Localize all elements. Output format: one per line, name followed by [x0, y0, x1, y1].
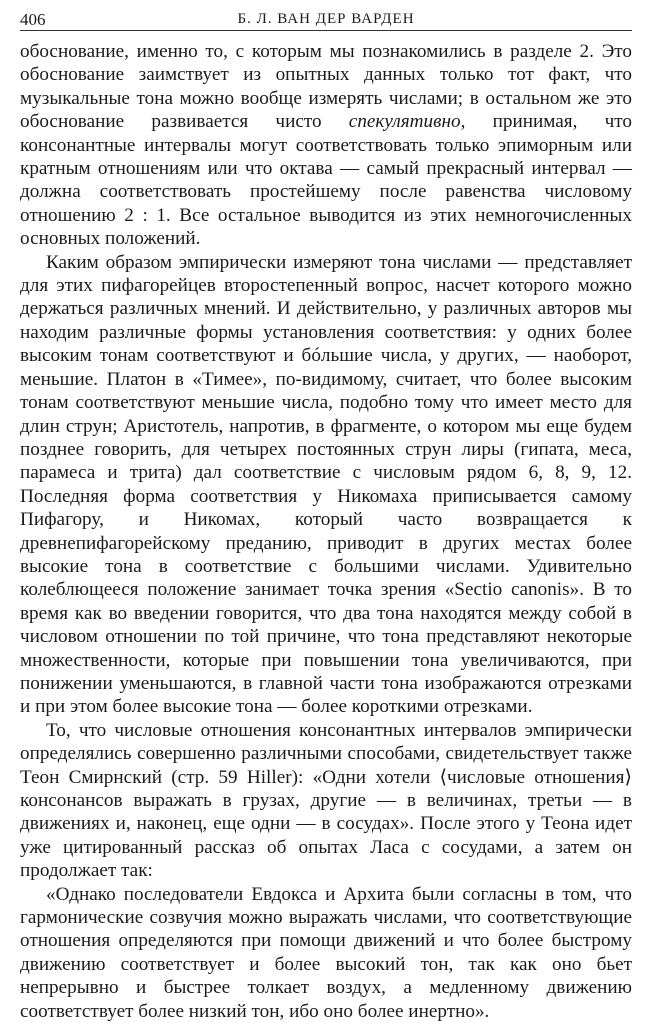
document-page: [20, 8, 632, 1023]
paragraph-1-emphasis: спекулятивно: [348, 111, 461, 133]
page-header: [20, 8, 632, 31]
body-text: [20, 40, 632, 1023]
running-head: Б. Л. ВАН ДЕР ВАРДЕН: [237, 11, 415, 27]
paragraph-3: То, что числовые отношения консонантных интервалов эмпирически определялись совершенно различными способами, свидетельствует также Теон Смирнский (стр. 59 Hiller): «Одни хотели ⟨числовые отношения⟩ консонансов выражать в грузах, другие — в величинах, третьи — в движениях и, наконец, еще одни — в сосудах». После этого у Теона идет уже цитированный рассказ об опытах Ласа с сосудами, а затем он продолжает так:: [20, 719, 632, 882]
paragraph-2: Каким образом эмпирически измеряют тона числами — представляет для этих пифагорейцев второстепенный вопрос, насчет которого можно держаться различных мнений. И действительно, у различных авторов мы находим различные формы установления соответствия: у одних более высоким тонам соответствуют и бóльшие числа, у других, — наоборот, меньшие. Платон в «Тимее», по-видимому, считает, что более высоким тонам соответствуют меньшие числа, подобно тому что имеет место для длин струн; Аристотель, напротив, в фрагменте, о котором мы еще будем позднее говорить, для четырех постоянных струн лиры (гипата, меса, парамеса и трита) дал соответствие с числовым рядом 6, 8, 9, 12. Последняя форма соответствия у Никомаха приписывается самому Пифагору, и Никомах, который часто возвращается к древнепифагорейскому преданию, приводит в других местах более высокие тона в соответствие с большими числами. Удивительно колеблющееся положение занимает точка зрения «Sectio canonis». В то время как во введении говорится, что два тона находятся между собой в числовом отношении по той причине, что тона представляют некоторые множественности, которые при повышении тона увеличиваются, при понижении уменьшаются, в главной части тона изображаются отрезками и при этом более высокие тона — более короткими отрезками.: [20, 251, 632, 718]
page-number: 406: [20, 10, 46, 29]
quotation-paragraph: «Однако последователи Евдокса и Архита были согласны в том, что гармонические созвучия можно выражать числами, что соответствующие отношения определяются при помощи движений и что более быстрому движению соответствует и более высокий тон, так как оно бьет непрерывно и быстрее толкает воздух, а медленному движению соответствует более низкий тон, ибо оно более инертно».: [20, 883, 632, 1022]
paragraph-1-text-b: , принимая, что консонантные интервалы могут соответствовать только эпиморным или кратным отношениям или что октава — самый прекрасный интервал — должна соответствовать простейшему после равенства числовому отношению 2 : 1. Все остальное выводится из этих немногочисленных основных положений.: [20, 111, 632, 250]
paragraph-1-text-a: обоснование, именно то, с которым мы познакомились в разделе 2. Это обоснование заимствует из опытных данных только тот факт, что музыкальные тона можно вообще измерять числами; в остальном же это обоснование развивается чисто: [20, 41, 632, 133]
paragraph-1: [20, 40, 632, 251]
